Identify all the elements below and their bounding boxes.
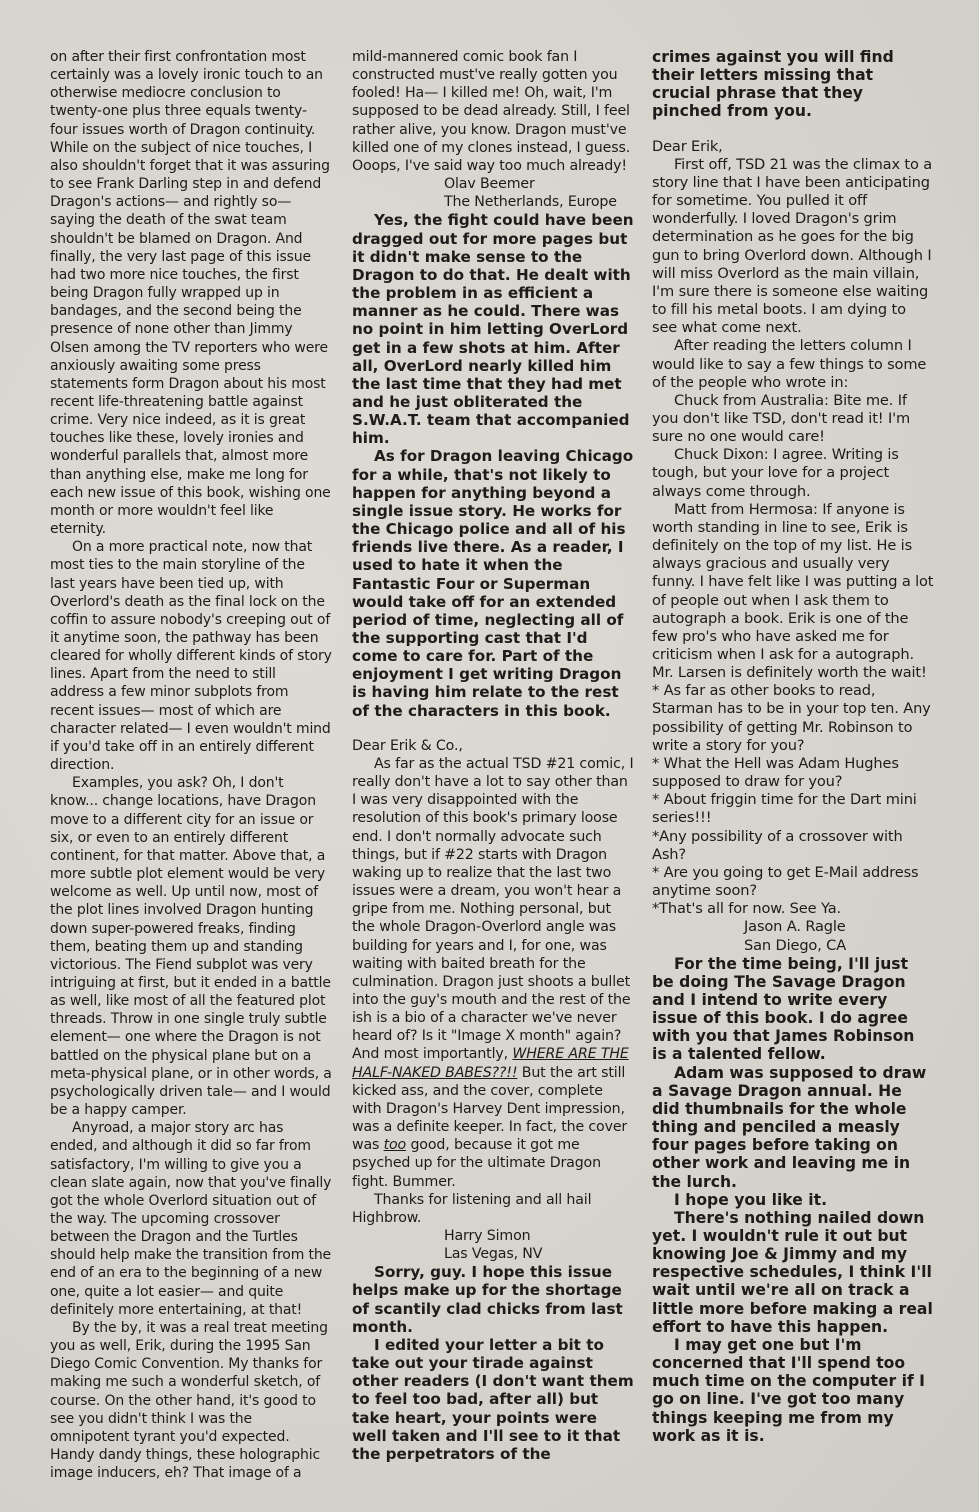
letter-paragraph [652, 791, 934, 827]
paragraph-text: crimes against you will find their letters missing that crucial phrase that they pinched from you. [652, 48, 894, 121]
paragraph-text: I may get one but I'm concerned that I'll spend too much time on the computer if I go on line. I've got too many things keeping me from my work as it is. [652, 1335, 925, 1445]
editor-response [652, 1191, 934, 1209]
paragraph-text: Anyroad, a major story arc has ended, and although it did so far from satisfactory, I'm willing to give you a clean slate again, now that you've finally got the whole Overlord situation out of the way. The upcoming crossover between the Dragon and the Turtles should help make the transition from the end of an era to the beginning of a new one, quite a lot easier— and quite definitely more entertaining, at that! [50, 1120, 332, 1318]
paragraph-text: Jason A. Ragle [744, 918, 846, 936]
editor-response [352, 1263, 634, 1336]
paragraph-text: Yes, the fight could have been dragged out for more pages but it didn't make sense to the Dragon to do that. He dealt with the problem in as efficient a manner as he could. There was no point in him letting OverLord get in a few shots at him. After all, OverLord nearly killed him the last time that they had met and he just obliterated the S.W.A.T. team that accompanied him. [352, 211, 634, 448]
paragraph-text: First off, TSD 21 was the climax to a story line that I have been anticipating for sometime. You pulled it off wonderfully. I loved Dragon's grim determination as he goes for the big gun to bring Overlord down. Although I will miss Overlord as the main villain, I'm sure there is someone else waiting to fill his metal boots. I am dying to see what come next. [652, 155, 933, 337]
editor-response [652, 955, 934, 1064]
paragraph-text: There's nothing nailed down yet. I wouldn't rule it out but knowing Joe & Jimmy and my respective schedules, I think I'll wait until we're all on track a little more before making a real effort to have this happen. [652, 1208, 933, 1336]
editor-response [652, 48, 934, 121]
letter-paragraph [652, 501, 934, 683]
paragraph-text: Chuck from Australia: Bite me. If you don't like TSD, don't read it! I'm sure no one would care! [652, 391, 911, 446]
paragraph-text: As for Dragon leaving Chicago for a while, that's not likely to happen for anything beyond a single issue story. He works for the Chicago police and all of his friends live there. As a reader, I used to hate it when the Fantastic Four or Superman would take off for an extended period of time, neglecting all of the supporting cast that I'd come to care for. Part of the enjoyment I get writing Dragon is having him relate to the rest of the characters in this book. [352, 447, 634, 720]
paragraph-text: Dear Erik, [652, 137, 723, 155]
letter-paragraph [652, 755, 934, 791]
letter-paragraph [50, 538, 332, 774]
editor-response [652, 1064, 934, 1191]
letter-paragraph [652, 392, 934, 446]
editor-response [352, 447, 634, 719]
column-1 [50, 48, 332, 1482]
letter-paragraph [652, 682, 934, 755]
letter-paragraph [50, 1319, 332, 1482]
paragraph-text: Matt from Hermosa: If anyone is worth standing in line to see, Erik is definitely on the top of my list. He is always gracious and usually very funny. I have felt like I was putting a lot of people out when I ask them to autograph a book. Erik is one of the few pro's who have asked me for criticism when I ask for a autograph. Mr. Larsen is definitely worth the wait! [652, 500, 934, 682]
paragraph-text: For the time being, I'll just be doing The Savage Dragon and I intend to write every issue of this book. I do agree with you that James Robinson is a talented fellow. [652, 954, 915, 1064]
paragraph-text: By the by, it was a real treat meeting you as well, Erik, during the 1995 San Diego Comic Convention. My thanks for making me such a wonderful sketch, of course. On the other hand, it's good to see you didn't think I was the omnipotent tyrant you'd expected. Handy dandy things, these holographic image inducers, eh? That image of a [50, 1319, 328, 1482]
paragraph-text: * What the Hell was Adam Hughes supposed to draw for you? [652, 754, 899, 791]
paragraph-text: After reading the letters column I would like to say a few things to some of the people who wrote in: [652, 337, 927, 391]
letter-paragraph [50, 48, 332, 538]
paragraph-text: San Diego, CA [744, 936, 847, 954]
editor-response [352, 1336, 634, 1463]
paragraph-text: * About friggin time for the Dart mini series!!! [652, 791, 917, 827]
paragraph-text: But the art still kicked ass, and the cover, complete with Dragon's Harvey Dent impression, was a definite keeper. In fact, the cover was [352, 1064, 628, 1154]
paragraph-text: Sorry, guy. I hope this issue helps make up for the shortage of scantily clad chicks from last month. [352, 1263, 623, 1336]
letter-paragraph [50, 774, 332, 1119]
paragraph-text: On a more practical note, now that most ties to the main storyline of the last years have been tied up, with Overlord's death as the final lock on the coffin to assure nobody's creeping out of it anytime soon, the pathway has been cleared for wholly different kinds of story lines. Apart from the need to still address a few minor subplots from recent issues— most of which are character related— I even wouldn't mind if you'd take off in an entirely different direction. [50, 539, 332, 774]
letter-paragraph [652, 156, 934, 338]
letter-paragraph [352, 755, 634, 1191]
letter-salutation [652, 138, 934, 156]
letter-signature [352, 175, 634, 193]
paragraph-text: * Are you going to get E-Mail address anytime soon? [652, 863, 919, 900]
paragraph-text: I hope you like it. [674, 1190, 827, 1209]
paragraph-text: As far as the actual TSD #21 comic, I really don't have a lot to say other than I was very disappointed with the resolution of this book's primary loose end. I don't normally advocate such things, but if #22 starts with Dragon waking up to realize that the last two issues were a dream, you won't hear a gripe from me. Nothing personal, but the whole Dragon-Overlord angle was building for years and I, for one, was waiting with baited breath for the culmination. Dragon just shoots a bullet into the guy's mouth and the rest of the ish is a bio of a character we've never heard of? Is it "Image X month" again? And most importantly, [352, 755, 634, 1063]
column-3 [652, 48, 934, 1445]
letter-signature [352, 1227, 634, 1245]
paragraph-text: The Netherlands, Europe [444, 194, 617, 211]
emphasized-text: too [383, 1137, 407, 1154]
paragraph-text: Thanks for listening and all hail Highbrow. [352, 1191, 592, 1226]
paragraph-text: Adam was supposed to draw a Savage Dragon annual. He did thumbnails for the whole thing and penciled a measly four pages before taking on other work and leaving me in the lurch. [652, 1063, 927, 1191]
paragraph-text: Harry Simon [444, 1228, 531, 1244]
letter-paragraph [652, 337, 934, 391]
paragraph-text: mild-mannered comic book fan I constructed must've really gotten you fooled! Ha— I killed me! Oh, wait, I'm supposed to be dead already. Still, I feel rather alive, you know. Dragon must've killed one of my clones instead, I guess. Ooops, I've said way too much already! [352, 49, 631, 174]
paragraph-text: Chuck Dixon: I agree. Writing is tough, but your love for a project always come through. [652, 446, 899, 500]
letter-signature [652, 937, 934, 955]
paragraph-text: Las Vegas, NV [444, 1246, 543, 1263]
letter-signature [652, 918, 934, 936]
paragraph-text: *Any possibility of a crossover with Ash? [652, 827, 903, 863]
paragraph-text: Examples, you ask? Oh, I don't know... change locations, have Dragon move to a different city for an issue or six, or even to an entirely different continent, for that matter. Above that, a more subtle plot element would be very welcome as well. Up until now, most of the plot lines involved Dragon hunting down super-powered freaks, finding them, beating them up and standing victorious. The Fiend subplot was very intriguing at first, but it ended in a battle as well, like most of all the featured plot threads. Throw in one single truly subtle element— one where the Dragon is not battled on the physical plane but on a meta-physical plane, or in other words, a psychologically driven tale— and I would be a happy camper. [50, 775, 332, 1119]
paragraph-text: Dear Erik & Co., [352, 737, 463, 754]
letter-paragraph [50, 1119, 332, 1319]
letter-paragraph [652, 828, 934, 864]
editor-response [652, 1209, 934, 1336]
paragraph-text: *That's all for now. See Ya. [652, 900, 841, 918]
emphasized-text: WHERE ARE THE HALF-NAKED BABES??!! [352, 1046, 629, 1081]
letter-salutation [352, 737, 634, 755]
paragraph-text: on after their first confrontation most certainly was a lovely ironic touch to an otherwise mediocre conclusion to twenty-one plus three equals twenty-four issues worth of Dragon continuity. While on the subject of nice touches, I also shouldn't forget that it was assuring to see Frank Darling step in and defend Dragon's actions— and rightly so— saying the death of the swat team shouldn't be blamed on Dragon. And finally, the very last page of this issue had two more nice touches, the first being Dragon fully wrapped up in bandages, and the second being the presence of none other than Jimmy Olsen among the TV reporters who were anxiously awaiting some press statements form Dragon about his most recent life-threatening battle against crime. Very nice indeed, as it is great touches like these, lovely ironies and wonderful parallels that, almost more than anything else, make me long for each new issue of this book, wishing one month or more wouldn't feel like eternity. [50, 49, 331, 538]
letter-paragraph [652, 900, 934, 918]
letter-paragraph [652, 864, 934, 900]
editor-response [352, 211, 634, 447]
column-2 [352, 48, 634, 1463]
paragraph-text: good, because it got me psyched up for the ultimate Dragon fight. Bummer. [352, 1137, 601, 1190]
paragraph-text: * As far as other books to read, Starman has to be in your top ten. Any possibility of getting Mr. Robinson to write a story for you? [652, 682, 931, 754]
letter-paragraph [652, 446, 934, 500]
letter-signature [352, 1245, 634, 1263]
paragraph-text: I edited your letter a bit to take out your tirade against other readers (I don't want them to feel too bad, after all) but take heart, your points were well taken and I'll see to it that the perpetrators of the [352, 1335, 634, 1463]
paragraph-text: Olav Beemer [444, 176, 535, 193]
letter-signature [352, 193, 634, 211]
letter-paragraph [352, 1191, 634, 1227]
letter-paragraph [352, 48, 634, 175]
editor-response [652, 1336, 934, 1445]
